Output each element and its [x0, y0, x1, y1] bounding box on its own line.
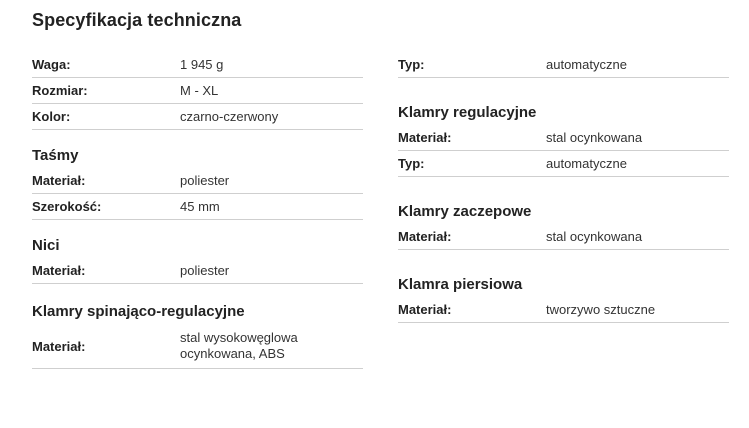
group-heading-klamra-piersiowa: Klamra piersiowa: [398, 276, 523, 293]
spec-column-left: [32, 52, 363, 369]
spec-label: Szerokość:: [32, 199, 102, 214]
spec-row-weight: [32, 52, 363, 78]
spec-label: Materiał:: [32, 263, 86, 278]
spec-value: poliester: [180, 262, 230, 278]
spec-row-material: [32, 168, 363, 194]
spec-label: Typ:: [398, 57, 425, 72]
spec-column-right: [398, 52, 729, 323]
spec-label: Rozmiar:: [32, 83, 88, 98]
spec-label: Materiał:: [32, 338, 86, 354]
spec-label: Waga:: [32, 57, 71, 72]
spec-value: automatyczne: [546, 56, 627, 72]
spec-label: Materiał:: [398, 130, 452, 145]
spec-value: poliester: [180, 172, 230, 188]
spec-row-color: [32, 104, 363, 130]
spec-label: Materiał:: [398, 302, 452, 317]
spec-row-material: [398, 297, 729, 323]
spec-row-type: [398, 52, 729, 78]
page-title: Specyfikacja techniczna: [32, 10, 242, 30]
spec-value: 1 945 g: [180, 56, 224, 72]
spec-value: M - XL: [180, 82, 219, 98]
spec-row-material: [398, 224, 729, 250]
spec-value-line: stal wysokowęglowa: [180, 330, 298, 345]
spec-label: Materiał:: [32, 173, 86, 188]
spec-value: [180, 330, 298, 362]
spec-value-line: ocynkowana, ABS: [180, 346, 285, 361]
group-heading-klamry-regulacyjne: Klamry regulacyjne: [398, 104, 537, 121]
spec-value: tworzywo sztuczne: [546, 301, 656, 317]
spec-row-type: [398, 151, 729, 177]
group-heading-klamry-zaczepowe: Klamry zaczepowe: [398, 203, 532, 220]
spec-label: Materiał:: [398, 229, 452, 244]
spec-value: czarno-czerwony: [180, 108, 279, 124]
spec-label: Kolor:: [32, 109, 71, 124]
spec-row-material: [398, 125, 729, 151]
spec-label: Typ:: [398, 156, 425, 171]
group-heading-tasmy: Taśmy: [32, 147, 79, 164]
spec-value: stal ocynkowana: [546, 228, 643, 244]
group-heading-nici: Nici: [32, 237, 60, 254]
spec-value: automatyczne: [546, 155, 627, 171]
spec-row-size: [32, 78, 363, 104]
spec-value: stal ocynkowana: [546, 129, 643, 145]
spec-value: 45 mm: [180, 198, 220, 214]
group-heading-klamry-spinajaco: Klamry spinająco-regulacyjne: [32, 303, 245, 320]
spec-row-material: [32, 324, 363, 369]
spec-row-material: [32, 258, 363, 284]
spec-row-width: [32, 194, 363, 220]
